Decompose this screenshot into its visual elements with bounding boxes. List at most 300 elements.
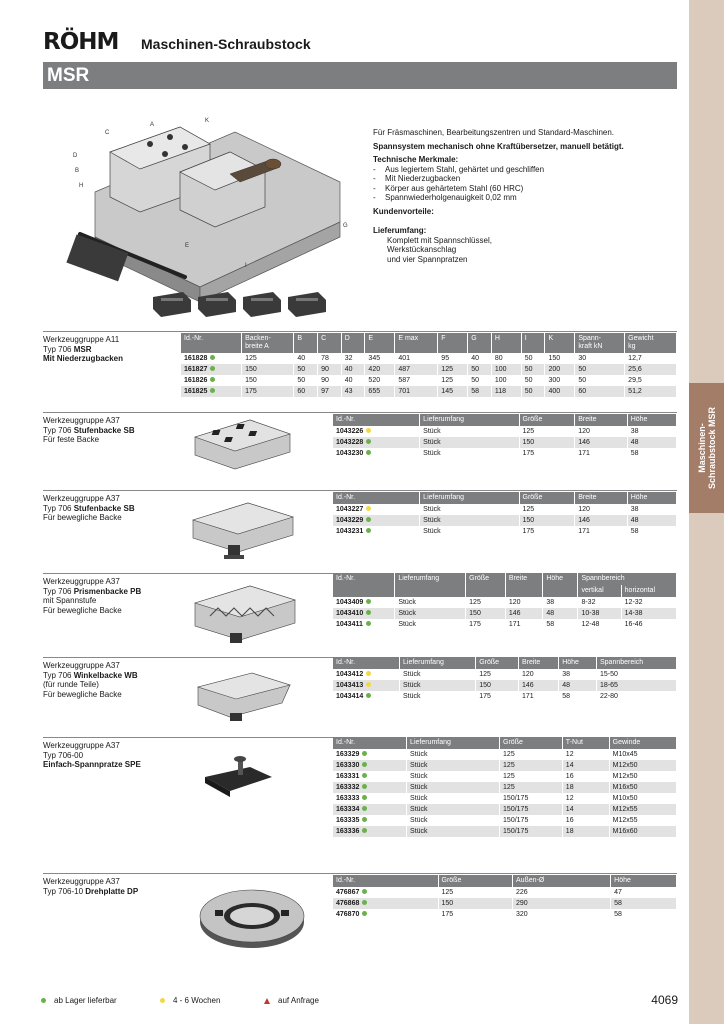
group-divider — [43, 873, 677, 874]
table-row — [181, 353, 677, 364]
column-header: Höhe — [627, 414, 676, 426]
table-cell: 40 — [294, 353, 318, 364]
table-row — [333, 898, 677, 909]
column-header: Id.-Nr. — [333, 657, 400, 669]
table-cell: 146 — [518, 680, 558, 691]
list-item: - Spannwiederholgenauigkeit 0,02 mm — [373, 193, 673, 203]
table-cell: 150 — [466, 608, 506, 619]
group1-label: Werkzeuggruppe A11 Typ 706 MSR Mit Niederzugbacken — [43, 335, 124, 363]
table-cell: 14 — [562, 760, 609, 771]
table-cell: Stück — [420, 437, 519, 448]
green-dot-icon — [362, 784, 367, 789]
table-row — [333, 771, 677, 782]
table-cell: 125 — [519, 504, 575, 515]
green-dot-icon — [366, 517, 371, 522]
table-cell: 655 — [365, 386, 395, 397]
green-dot-icon — [362, 751, 367, 756]
brand-logo — [43, 30, 118, 54]
table-cell: 12 — [562, 793, 609, 804]
green-dot-icon — [366, 439, 371, 444]
table-cell: Stück — [407, 815, 500, 826]
green-dot-icon — [362, 889, 367, 894]
table-cell: Stück — [395, 619, 466, 630]
table-cell: 150 — [242, 364, 294, 375]
article-number: 1043231 — [333, 526, 420, 537]
column-header: Id.-Nr. — [333, 414, 420, 426]
table-cell: 125 — [438, 364, 468, 375]
table-row — [333, 680, 677, 691]
column-header: Id.-Nr. — [181, 333, 242, 353]
green-dot-icon — [362, 795, 367, 800]
table-cell: 50 — [468, 364, 492, 375]
table-cell: 171 — [575, 526, 628, 537]
table-row — [333, 504, 677, 515]
column-header: Größe — [476, 657, 519, 669]
table-cell: 50 — [468, 375, 492, 386]
column-header: K — [545, 333, 575, 353]
table-cell: 300 — [545, 375, 575, 386]
table-cell: 12,7 — [625, 353, 677, 364]
table-cell: 200 — [545, 364, 575, 375]
table-row — [333, 515, 677, 526]
group4-table — [333, 573, 677, 630]
column-header: Außen-Ø — [512, 875, 610, 887]
green-dot-icon — [366, 610, 371, 615]
table-cell: 100 — [491, 364, 521, 375]
yellow-dot-icon — [366, 682, 371, 687]
table-cell: Stück — [407, 793, 500, 804]
group2-table — [333, 414, 677, 459]
table-cell: 175 — [466, 619, 506, 630]
table-row — [333, 782, 677, 793]
table-cell: 15-50 — [597, 669, 677, 680]
table-cell: 587 — [395, 375, 438, 386]
table-cell: 97 — [318, 386, 342, 397]
table-cell: 320 — [512, 909, 610, 920]
table-cell: 25,6 — [625, 364, 677, 375]
column-header: Breite — [518, 657, 558, 669]
green-dot-icon — [210, 377, 215, 382]
article-number: 1043409 — [333, 597, 395, 608]
yellow-dot-icon — [366, 506, 371, 511]
table-cell: 16 — [562, 815, 609, 826]
article-number: 476868 — [333, 898, 438, 909]
chapter-tab-label: Maschinen- Schraubstock MSR — [696, 406, 717, 490]
table-cell: 150/175 — [500, 804, 563, 815]
intro-block — [373, 128, 673, 264]
table-cell: 14 — [562, 804, 609, 815]
table-cell: Stück — [407, 826, 500, 837]
green-dot-icon — [41, 998, 46, 1003]
table-cell: 50 — [294, 375, 318, 386]
column-header: D — [341, 333, 365, 353]
table-cell: M12x55 — [609, 815, 676, 826]
table-cell: 47 — [611, 887, 677, 898]
green-dot-icon — [366, 450, 371, 455]
column-header: Spannbereich — [578, 573, 677, 585]
group1-table — [181, 333, 677, 397]
table-row — [333, 826, 677, 837]
table-cell: 50 — [575, 364, 625, 375]
article-number: 1043412 — [333, 669, 400, 680]
column-header: Größe — [500, 737, 563, 749]
table-cell: 175 — [476, 691, 519, 702]
table-cell: M10x45 — [609, 749, 676, 760]
table-cell: 50 — [294, 364, 318, 375]
table-cell: 145 — [438, 386, 468, 397]
table-cell: 58 — [559, 691, 597, 702]
table-cell: 8-32 — [578, 597, 621, 608]
table-cell: 18-65 — [597, 680, 677, 691]
table-row — [333, 749, 677, 760]
table-cell: 150 — [242, 375, 294, 386]
column-header: Höhe — [543, 573, 578, 597]
group6-label: Werkzeuggruppe A37 Typ 706-00 Einfach-Spannpratze SPE — [43, 741, 141, 769]
article-number: 476867 — [333, 887, 438, 898]
table-cell: 520 — [365, 375, 395, 386]
scope-title: Lieferumfang: — [373, 226, 427, 235]
column-header: Backen- breite A — [242, 333, 294, 353]
table-cell: 120 — [518, 669, 558, 680]
group5-label: Werkzeuggruppe A37 Typ 706 Winkelbacke WB (für runde Teile) Für bewegliche Backe — [43, 661, 138, 699]
table-cell: 120 — [505, 597, 542, 608]
table-cell: 48 — [627, 437, 676, 448]
table-cell: 38 — [543, 597, 578, 608]
column-header: Id.-Nr. — [333, 737, 407, 749]
table-cell: 401 — [395, 353, 438, 364]
table-cell: 175 — [438, 909, 512, 920]
dim-label-g: G — [343, 223, 348, 229]
scope-item: und vier Spannpratzen — [387, 254, 468, 264]
list-item: - Aus legiertem Stahl, gehärtet und geschliffen — [373, 165, 673, 175]
table-cell: 125 — [500, 760, 563, 771]
benefits-title: Kundenvorteile: — [373, 206, 434, 216]
article-number: 1043413 — [333, 680, 400, 691]
table-cell: 171 — [575, 448, 628, 459]
column-header: Spannbereich — [597, 657, 677, 669]
column-header: Lieferumfang — [407, 737, 500, 749]
table-cell: 90 — [318, 364, 342, 375]
table-cell: 43 — [341, 386, 365, 397]
table-cell: 420 — [365, 364, 395, 375]
table-cell: 29,5 — [625, 375, 677, 386]
green-dot-icon — [362, 828, 367, 833]
table-cell: Stück — [395, 608, 466, 619]
table-row — [333, 815, 677, 826]
green-dot-icon — [366, 599, 371, 604]
table-cell: 50 — [521, 375, 545, 386]
table-cell: 125 — [500, 749, 563, 760]
table-cell: 38 — [627, 504, 676, 515]
column-header: I — [521, 333, 545, 353]
column-header: Id.-Nr. — [333, 492, 420, 504]
column-header: Id.-Nr. — [333, 875, 438, 887]
table-cell: 150 — [476, 680, 519, 691]
green-dot-icon — [362, 762, 367, 767]
table-cell: 22-80 — [597, 691, 677, 702]
column-header: Spann- kraft kN — [575, 333, 625, 353]
table-cell: 400 — [545, 386, 575, 397]
table-cell: 175 — [519, 526, 575, 537]
dim-label-h: H — [79, 183, 84, 189]
table-row — [333, 669, 677, 680]
table-cell: Stück — [407, 771, 500, 782]
table-cell: 175 — [242, 386, 294, 397]
table-row — [333, 887, 677, 898]
table-cell: 120 — [575, 426, 628, 437]
group5-table — [333, 657, 677, 702]
column-header: Id.-Nr. — [333, 573, 395, 597]
table-row — [333, 448, 677, 459]
column-header: Gewicht kg — [625, 333, 677, 353]
table-cell: Stück — [407, 782, 500, 793]
legend-request: auf Anfrage — [264, 996, 319, 1005]
table-cell: 150/175 — [500, 826, 563, 837]
column-header: C — [318, 333, 342, 353]
table-cell: 150/175 — [500, 793, 563, 804]
table-cell: 58 — [543, 619, 578, 630]
section-band — [43, 62, 677, 89]
column-header: Höhe — [611, 875, 677, 887]
tech-title: Technische Merkmale: — [373, 155, 459, 164]
table-cell: 16 — [562, 771, 609, 782]
dim-label-k: K — [205, 118, 210, 124]
column-header: F — [438, 333, 468, 353]
table-row — [333, 426, 677, 437]
green-dot-icon — [366, 528, 371, 533]
table-cell: 58 — [468, 386, 492, 397]
group-divider — [43, 490, 677, 491]
table-cell: M16x50 — [609, 782, 676, 793]
table-row — [333, 526, 677, 537]
table-cell: 32 — [341, 353, 365, 364]
table-cell: 58 — [611, 909, 677, 920]
page-number: 4069 — [651, 993, 678, 1007]
article-number: 163329 — [333, 749, 407, 760]
angle-jaw-image — [190, 665, 300, 725]
table-cell: 58 — [627, 448, 676, 459]
table-cell: Stück — [407, 749, 500, 760]
table-row — [333, 760, 677, 771]
table-cell: 12 — [562, 749, 609, 760]
group7-table — [333, 875, 677, 920]
table-cell: 226 — [512, 887, 610, 898]
dim-label-b: B — [75, 168, 80, 174]
table-cell: 12-32 — [621, 597, 676, 608]
table-cell: 18 — [562, 826, 609, 837]
yellow-dot-icon — [366, 428, 371, 433]
table-cell: 12-48 — [578, 619, 621, 630]
article-number: 161826 — [181, 375, 242, 386]
table-cell: M12x55 — [609, 804, 676, 815]
article-number: 1043228 — [333, 437, 420, 448]
article-number: 1043414 — [333, 691, 400, 702]
table-cell: 50 — [521, 353, 545, 364]
table-cell: M10x50 — [609, 793, 676, 804]
table-cell: 150 — [438, 898, 512, 909]
table-cell: Stück — [420, 515, 519, 526]
dim-label-i: I — [245, 263, 247, 269]
turntable-image — [195, 880, 310, 955]
table-cell: 171 — [518, 691, 558, 702]
group2-label: Werkzeuggruppe A37 Typ 706 Stufenbacke SB Für feste Backe — [43, 416, 135, 444]
table-cell: 48 — [627, 515, 676, 526]
table-cell: 150/175 — [500, 815, 563, 826]
table-row — [333, 597, 677, 608]
prism-jaw-image — [190, 578, 302, 648]
green-dot-icon — [210, 355, 215, 360]
table-cell: Stück — [395, 597, 466, 608]
table-row — [333, 793, 677, 804]
legend-stock: ab Lager lieferbar — [41, 996, 117, 1005]
table-cell: 40 — [341, 375, 365, 386]
group4-label: Werkzeuggruppe A37 Typ 706 Prismenbacke PB mit Spannstufe Für bewegliche Backe — [43, 577, 142, 615]
table-cell: 125 — [438, 887, 512, 898]
chapter-tab[interactable] — [689, 383, 724, 513]
table-row — [333, 619, 677, 630]
green-dot-icon — [210, 388, 215, 393]
column-header: Breite — [575, 414, 628, 426]
column-header: Breite — [505, 573, 542, 597]
table-cell: 125 — [466, 597, 506, 608]
table-cell: 125 — [438, 375, 468, 386]
table-cell: Stück — [400, 680, 476, 691]
column-header: G — [468, 333, 492, 353]
column-subheader: horizontal — [621, 585, 676, 597]
table-cell: 50 — [521, 364, 545, 375]
scope-item: Werkstückanschlag — [387, 245, 457, 254]
group3-label: Werkzeuggruppe A37 Typ 706 Stufenbacke SB Für bewegliche Backe — [43, 494, 135, 522]
table-cell: 150 — [545, 353, 575, 364]
table-cell: M12x50 — [609, 760, 676, 771]
table-cell: 125 — [242, 353, 294, 364]
table-cell: 60 — [294, 386, 318, 397]
article-number: 1043229 — [333, 515, 420, 526]
table-cell: 80 — [491, 353, 521, 364]
group-divider — [43, 412, 677, 413]
red-triangle-icon — [264, 998, 270, 1004]
single-clamp-image — [200, 755, 280, 805]
column-header: Höhe — [627, 492, 676, 504]
column-header: Höhe — [559, 657, 597, 669]
green-dot-icon — [210, 366, 215, 371]
table-cell: 95 — [438, 353, 468, 364]
table-cell: 171 — [505, 619, 542, 630]
table-cell: 701 — [395, 386, 438, 397]
table-cell: 146 — [575, 437, 628, 448]
table-row — [333, 608, 677, 619]
green-dot-icon — [362, 773, 367, 778]
table-cell: 48 — [559, 680, 597, 691]
article-number: 163336 — [333, 826, 407, 837]
table-cell: 51,2 — [625, 386, 677, 397]
table-cell: 290 — [512, 898, 610, 909]
table-cell: Stück — [407, 760, 500, 771]
page-title: Maschinen-Schraubstock — [141, 36, 311, 52]
column-header: Lieferumfang — [395, 573, 466, 597]
article-number: 1043230 — [333, 448, 420, 459]
table-cell: 58 — [627, 526, 676, 537]
table-cell: 16-46 — [621, 619, 676, 630]
group-divider — [43, 331, 677, 332]
table-cell: 150 — [519, 515, 575, 526]
table-cell: 58 — [611, 898, 677, 909]
table-cell: 60 — [575, 386, 625, 397]
list-item: - Körper aus gehärtetem Stahl (60 HRC) — [373, 184, 673, 194]
article-number: 163334 — [333, 804, 407, 815]
legend-weeks: 4 - 6 Wochen — [160, 996, 220, 1005]
article-number: 161825 — [181, 386, 242, 397]
column-header: Größe — [519, 492, 575, 504]
article-number: 1043227 — [333, 504, 420, 515]
article-number: 163335 — [333, 815, 407, 826]
column-header: Lieferumfang — [400, 657, 476, 669]
table-cell: M12x50 — [609, 771, 676, 782]
table-cell: 48 — [543, 608, 578, 619]
dim-label-d: D — [73, 153, 78, 159]
table-cell: 146 — [575, 515, 628, 526]
table-cell: 78 — [318, 353, 342, 364]
table-cell: 40 — [468, 353, 492, 364]
group3-table — [333, 492, 677, 537]
table-cell: Stück — [420, 504, 519, 515]
dim-label-e: E — [185, 243, 190, 249]
table-cell: M16x60 — [609, 826, 676, 837]
scope-item: Komplett mit Spannschlüssel, — [387, 235, 492, 245]
stepped-jaw-fixed-image — [190, 412, 300, 474]
table-cell: Stück — [420, 426, 519, 437]
table-cell: 18 — [562, 782, 609, 793]
article-number: 163331 — [333, 771, 407, 782]
table-cell: 50 — [575, 375, 625, 386]
article-number: 1043411 — [333, 619, 395, 630]
article-number: 1043226 — [333, 426, 420, 437]
table-row — [333, 691, 677, 702]
table-cell: 38 — [627, 426, 676, 437]
dim-label-a: A — [150, 122, 155, 128]
table-cell: 125 — [519, 426, 575, 437]
yellow-dot-icon — [160, 998, 165, 1003]
article-number: 161828 — [181, 353, 242, 364]
list-item: - Mit Niederzugbacken — [373, 174, 673, 184]
table-cell: 146 — [505, 608, 542, 619]
column-header: E max — [395, 333, 438, 353]
column-header: Größe — [438, 875, 512, 887]
table-cell: 38 — [559, 669, 597, 680]
table-cell: 125 — [500, 782, 563, 793]
intro-system: Spannsystem mechanisch ohne Kraftübersetzer, manuell betätigt. — [373, 141, 624, 151]
article-number: 1043410 — [333, 608, 395, 619]
green-dot-icon — [366, 693, 371, 698]
column-header: H — [491, 333, 521, 353]
article-number: 161827 — [181, 364, 242, 375]
section-title: MSR — [47, 65, 90, 86]
table-cell: 50 — [521, 386, 545, 397]
vise-illustration — [65, 112, 355, 327]
green-dot-icon — [366, 621, 371, 626]
table-row — [181, 386, 677, 397]
group7-label: Werkzeuggruppe A37 Typ 706-10 Drehplatte DP — [43, 877, 139, 896]
article-number: 163330 — [333, 760, 407, 771]
table-row — [181, 364, 677, 375]
table-cell: Stück — [400, 691, 476, 702]
table-cell: 125 — [476, 669, 519, 680]
green-dot-icon — [362, 900, 367, 905]
table-cell: Stück — [400, 669, 476, 680]
intro-applications: Für Fräsmaschinen, Bearbeitungszentren und Standard-Maschinen. — [373, 128, 615, 137]
article-number: 163332 — [333, 782, 407, 793]
stepped-jaw-movable-image — [188, 495, 300, 563]
